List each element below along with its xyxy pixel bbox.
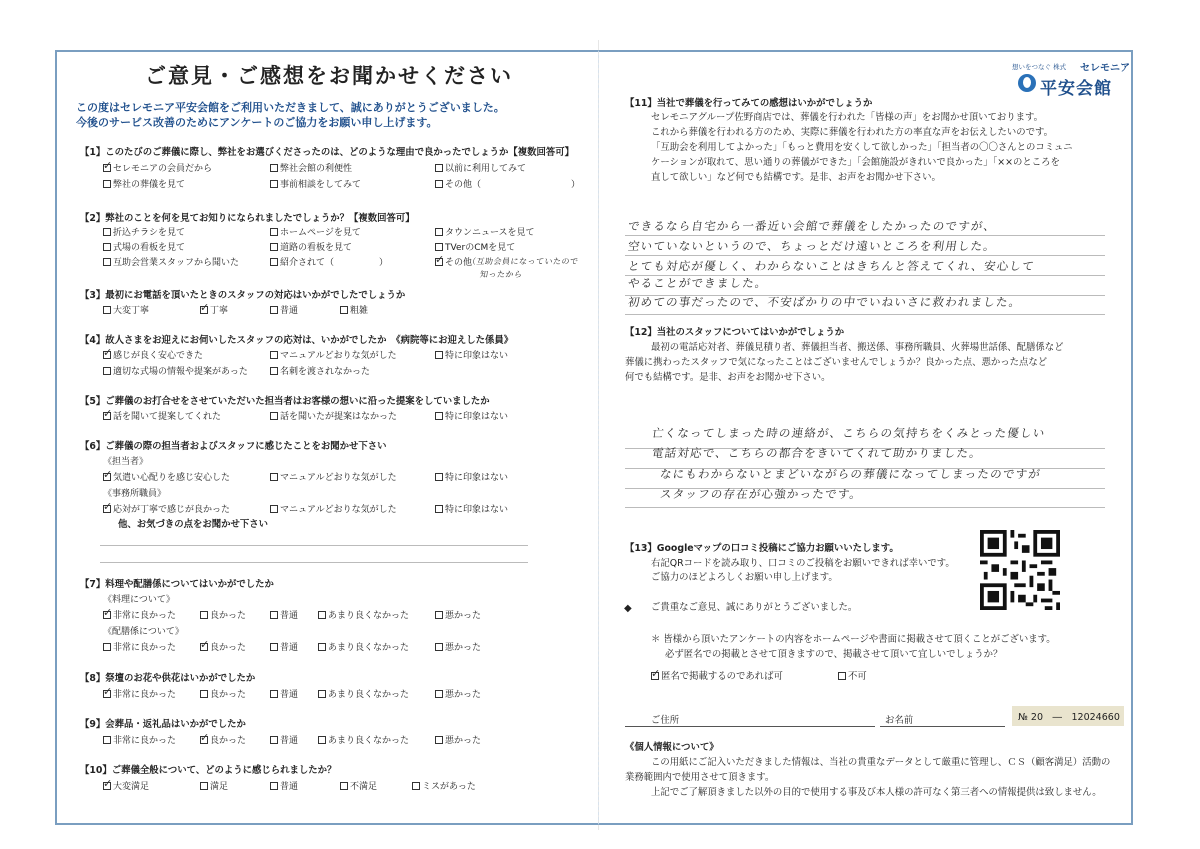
logo-tagline: 想いをつなぐ 株式	[1012, 63, 1067, 71]
q9-label: 【9】会葬品・返礼品はいかがでしたか	[80, 719, 246, 730]
checkbox[interactable]	[435, 258, 443, 266]
checkbox[interactable]	[651, 672, 659, 680]
q12-answer-line: 亡くなってしまった時の連絡が、こちらの気持ちをくみとった優しい	[651, 426, 1047, 440]
checkbox[interactable]	[318, 690, 326, 698]
q7-sub-food: 《料理について》	[103, 595, 175, 605]
checkbox[interactable]	[270, 367, 278, 375]
q7-food-option[interactable]: あまり良くなかった	[318, 608, 409, 621]
q1-option[interactable]: 弊社会館の利便性	[270, 161, 352, 174]
q7-food-option[interactable]: ✓非常に良かった	[103, 608, 176, 621]
q1-option[interactable]: 以前に利用してみて	[435, 161, 526, 174]
address-field[interactable]	[625, 726, 875, 727]
checkbox[interactable]	[103, 258, 111, 266]
answer-line	[625, 314, 1105, 315]
q3-option[interactable]: 大変丁寧	[103, 303, 149, 316]
q6-sub-staff: 《担当者》	[103, 457, 149, 467]
privacy-text: 上記でご了解頂きました以外の目的で使用する事及び本人様の許可なく第三者への情報提供は致しません。	[651, 787, 1102, 798]
consent-line: ＊ 皆様から頂いたアンケートの内容をホームページや書面に掲載させて頂くことがございます。	[651, 634, 1056, 645]
q3-option[interactable]: ✓ 丁寧	[200, 303, 228, 316]
q8-option[interactable]: 普通	[270, 687, 298, 700]
checkbox[interactable]	[103, 473, 111, 481]
name-label: お名前	[885, 715, 914, 726]
checkbox[interactable]	[200, 306, 208, 314]
q13-label: 【13】Googleマップの口コミ投稿にご協力お願いいたします。	[625, 543, 899, 554]
q2-option[interactable]: 互助会営業スタッフから聞いた	[103, 255, 239, 268]
checkbox[interactable]	[270, 736, 278, 744]
q10-option[interactable]: 不満足	[340, 779, 377, 792]
q6-option[interactable]: ✓応対が丁寧で感じが良かった	[103, 502, 230, 515]
comment-line[interactable]	[100, 562, 528, 563]
diamond-icon: ◆	[624, 603, 632, 614]
q12-answer-line: 電話対応で、こちらの都合をきいてくれて助かりました。	[651, 446, 983, 460]
q2-option[interactable]: 道路の看板を見て	[270, 240, 352, 253]
q7-server-option[interactable]: あまり良くなかった	[318, 640, 409, 653]
q6-sub-office: 《事務所職員》	[103, 489, 167, 499]
serial-number: № 20 ― 12024660	[1012, 706, 1124, 726]
checkbox[interactable]	[435, 164, 443, 172]
q2-handwritten: 知ったから	[479, 270, 524, 279]
q8-label: 【8】祭壇のお花や供花はいかがでしたか	[80, 673, 256, 684]
checkbox[interactable]	[270, 505, 278, 513]
q8-option[interactable]: あまり良くなかった	[318, 687, 409, 700]
q4-option[interactable]: 名刺を渡されなかった	[270, 364, 370, 377]
q7-server-option[interactable]: ✓ 良かった	[200, 640, 246, 653]
checkbox[interactable]	[435, 412, 443, 420]
checkbox[interactable]	[435, 351, 443, 359]
q9-option[interactable]: あまり良くなかった	[318, 733, 409, 746]
checkbox[interactable]	[270, 690, 278, 698]
q6-other-label: 他、お気づきの点をお聞かせ下さい	[118, 519, 269, 530]
q7-server-option[interactable]: 普通	[270, 640, 298, 653]
checkbox[interactable]	[103, 306, 111, 314]
privacy-title: 《個人情報について》	[625, 742, 719, 753]
checkbox[interactable]	[270, 412, 278, 420]
q12-label: 【12】当社のスタッフについてはいかがでしょうか	[625, 327, 845, 338]
q11-answer-line: やることができました。	[627, 276, 769, 290]
q3-label: 【3】最初にお電話を頂いたときのスタッフの対応はいかがでしたでしょうか	[80, 290, 406, 301]
checkbox[interactable]	[435, 690, 443, 698]
q6-option[interactable]: 特に印象はない	[435, 470, 508, 483]
q2-option[interactable]: 紹介されて（ ）	[270, 255, 388, 268]
checkbox[interactable]	[435, 243, 443, 251]
checkbox[interactable]	[412, 782, 420, 790]
name-field[interactable]	[880, 726, 1005, 727]
checkbox[interactable]	[435, 180, 443, 188]
logo-brand: セレモニア	[1080, 63, 1130, 74]
q10-label: 【10】ご葬儀全般について、どのように感じられましたか？	[80, 765, 337, 776]
q1-option[interactable]: その他（ ）	[435, 177, 580, 190]
checkbox[interactable]	[435, 611, 443, 619]
checkbox[interactable]	[270, 258, 278, 266]
q4-option[interactable]: ✓感じが良く安心できた	[103, 348, 203, 361]
checkbox[interactable]	[103, 367, 111, 375]
q7-label: 【7】料理や配膳係についてはいかがでしたか	[80, 579, 274, 590]
checkbox[interactable]	[270, 243, 278, 251]
q5-option[interactable]: ✓話を聞いて提案してくれた	[103, 409, 221, 422]
checkbox[interactable]	[270, 782, 278, 790]
checkbox[interactable]	[200, 611, 208, 619]
q11-label: 【11】当社で葬儀を行ってみての感想はいかがでしょうか	[625, 98, 873, 109]
q11-desc: セレモニアグループ佐野商店では、葬儀を行われた「皆様の声」をお聞かせ頂いております。	[651, 112, 1043, 123]
q9-option[interactable]: 普通	[270, 733, 298, 746]
checkbox[interactable]	[200, 643, 208, 651]
q6-option[interactable]: ✓気遣い心配りを感じ安心した	[103, 470, 230, 483]
checkbox[interactable]	[340, 306, 348, 314]
q2-option[interactable]: 折込チラシを見て	[103, 225, 185, 238]
q2-option[interactable]: タウンニュースを見て	[435, 225, 535, 238]
q12-answer-line: なにもわからないとまどいながらの葬儀になってしまったのですが	[659, 467, 1042, 481]
logo-name: 平安会館	[1040, 79, 1112, 99]
q9-option[interactable]: 悪かった	[435, 733, 481, 746]
q11-desc: これから葬儀を行われる方のため、実際に葬儀を行われた方の率直な声をお伝えしたいのです。	[651, 127, 1054, 138]
q2-option[interactable]: ホームページを見て	[270, 225, 361, 238]
q1-option[interactable]: 事前相談をしてみて	[270, 177, 361, 190]
checkbox[interactable]	[200, 782, 208, 790]
checkbox[interactable]	[270, 306, 278, 314]
q12-desc: 何でも結構です。是非、お声をお聞かせ下さい。	[625, 372, 831, 383]
checkbox[interactable]	[200, 690, 208, 698]
q1-option[interactable]: 弊社の葬儀を見て	[103, 177, 185, 190]
q13-desc: 右記QRコードを読み取り、口コミのご投稿をお願いできれば幸いです。	[651, 558, 955, 569]
q5-option[interactable]: 特に印象はない	[435, 409, 508, 422]
checkbox[interactable]	[318, 643, 326, 651]
comment-line[interactable]	[100, 545, 528, 546]
q12-desc: 最初の電話応対者、葬儀見積り者、葬儀担当者、搬送係、事務所職員、火葬場世話係、配膳係など	[651, 342, 1064, 353]
checkbox[interactable]	[838, 672, 846, 680]
q2-option[interactable]: ✓ その他	[435, 255, 472, 268]
q11-answer-line: 初めての事だったので、不安ばかりの中でいねいさに救われました。	[627, 295, 1023, 309]
q11-desc: 直して欲しい」など何でも結構です。是非、お声をお聞かせ下さい。	[651, 172, 941, 183]
checkbox[interactable]	[435, 505, 443, 513]
q2-handwritten: （互助会員になっていたので	[467, 257, 580, 266]
checkbox[interactable]	[103, 611, 111, 619]
q6-option[interactable]: 特に印象はない	[435, 502, 508, 515]
checkbox[interactable]	[340, 782, 348, 790]
checkbox[interactable]	[435, 643, 443, 651]
privacy-text: この用紙にご記入いただきました情報は、当社の貴重なデータとして厳重に管理し、ＣＳ（顧客満足）活動の	[651, 757, 1111, 768]
q4-option[interactable]: 特に印象はない	[435, 348, 508, 361]
checkbox[interactable]	[103, 643, 111, 651]
q3-option[interactable]: 粗雑	[340, 303, 368, 316]
q4-option[interactable]: 適切な式場の情報や提案があった	[103, 364, 248, 377]
checkbox[interactable]	[103, 243, 111, 251]
checkbox[interactable]	[435, 736, 443, 744]
qr-code-icon[interactable]	[980, 530, 1060, 610]
q7-food-option[interactable]: 良かった	[200, 608, 246, 621]
checkbox[interactable]	[270, 228, 278, 236]
answer-line	[625, 255, 1105, 256]
checkbox[interactable]	[270, 351, 278, 359]
q2-option[interactable]: TVerのCMを見て	[435, 240, 515, 253]
checkbox[interactable]	[103, 412, 111, 420]
address-label: ご住所	[651, 715, 680, 726]
checkbox[interactable]	[103, 505, 111, 513]
checkbox[interactable]	[103, 782, 111, 790]
checkbox[interactable]	[435, 228, 443, 236]
q3-option[interactable]: 普通	[270, 303, 298, 316]
q1-label: 【1】このたびのご葬儀に際し、弊社をお選びくださったのは、どのような理由で良かったでしょうか【複数回答可】	[80, 147, 575, 158]
q1-option[interactable]: ✓セレモニアの会員だから	[103, 161, 212, 174]
answer-line	[625, 235, 1105, 236]
checkbox[interactable]	[103, 736, 111, 744]
checkbox[interactable]	[103, 351, 111, 359]
q10-option[interactable]: ✓大変満足	[103, 779, 149, 792]
checkbox[interactable]	[103, 690, 111, 698]
q10-option[interactable]: 満足	[200, 779, 228, 792]
checkbox[interactable]	[270, 180, 278, 188]
checkbox[interactable]	[318, 736, 326, 744]
q4-label: 【4】故人さまをお迎えにお伺いしたスタッフの応対は、いかがでしたか 《病院等にお迎えした係員》	[80, 335, 514, 346]
q2-option[interactable]: 式場の看板を見て	[103, 240, 185, 253]
q6-option[interactable]: マニュアルどおりな気がした	[270, 470, 397, 483]
q7-server-option[interactable]: 非常に良かった	[103, 640, 176, 653]
logo-mark-icon	[1018, 74, 1036, 92]
page-title: ご意見・ご感想をお聞かせください	[145, 64, 513, 88]
consent-no-option[interactable]: 不可	[838, 668, 867, 682]
checkbox[interactable]	[103, 228, 111, 236]
q7-sub-server: 《配膳係について》	[103, 627, 184, 637]
checkbox[interactable]	[270, 643, 278, 651]
checkbox[interactable]	[200, 736, 208, 744]
checkbox[interactable]	[270, 611, 278, 619]
q6-option[interactable]: マニュアルどおりな気がした	[270, 502, 397, 515]
q11-answer-line: できるなら自宅から一番近い会館で葬儀をしたかったのですが、	[627, 219, 998, 233]
checkbox[interactable]	[270, 164, 278, 172]
q11-desc: ケーションが取れて、思い通りの葬儀ができた」「会館施設がきれいで良かった」「××のところを	[651, 157, 1060, 168]
q7-food-option[interactable]: 普通	[270, 608, 298, 621]
q8-option[interactable]: 良かった	[200, 687, 246, 700]
q9-option[interactable]: ✓ 良かった	[200, 733, 246, 746]
consent-yes-option[interactable]: ✓匿名で掲載するのであれば可	[651, 668, 783, 682]
q7-server-option[interactable]: 悪かった	[435, 640, 481, 653]
answer-line	[625, 507, 1105, 508]
checkbox[interactable]	[103, 180, 111, 188]
q8-option[interactable]: 悪かった	[435, 687, 481, 700]
privacy-text: 業務範囲内で使用させて頂きます。	[625, 772, 775, 783]
q11-answer-line: 空いていないというので、ちょっとだけ遠いところを利用した。	[627, 239, 998, 253]
q12-desc: 葬儀に携わったスタッフで気になったことはございませんでしょうか？良かった点、悪かった点など	[625, 357, 1048, 368]
q4-option[interactable]: マニュアルどおりな気がした	[270, 348, 397, 361]
consent-line: 必ず匿名での掲載とさせて頂きますので、掲載させて頂いて宜しいでしょうか？	[665, 649, 1003, 660]
q11-answer-line: とても対応が優しく、わからないことはきちんと答えてくれ、安心して	[627, 259, 1036, 273]
q2-label: 【2】弊社のことを何を見てお知りになられましたでしょうか？【複数回答可】	[80, 213, 415, 224]
q8-option[interactable]: ✓非常に良かった	[103, 687, 176, 700]
q10-option[interactable]: ミスがあった	[412, 779, 476, 792]
checkbox[interactable]	[270, 473, 278, 481]
q12-answer-line: スタッフの存在が心強かったです。	[659, 487, 864, 501]
q5-option[interactable]: 話を聞いたが提案はなかった	[270, 409, 397, 422]
q10-option[interactable]: 普通	[270, 779, 298, 792]
checkbox[interactable]	[103, 164, 111, 172]
q11-desc: 「互助会を利用してよかった」「もっと費用を安くして欲しかった」「担当者の〇〇さんとのコミュニ	[651, 142, 1073, 153]
checkbox[interactable]	[435, 473, 443, 481]
q6-label: 【6】ご葬儀の際の担当者およびスタッフに感じたことをお聞かせ下さい	[80, 441, 387, 452]
q13-desc: ご協力のほどよろしくお願い申し上げます。	[651, 572, 838, 583]
thanks-text: ご貴重なご意見、誠にありがとうございました。	[651, 602, 858, 613]
intro-text: この度はセレモニア平安会館をご利用いただきまして、誠にありがとうございました。 今後のサービス改善のためにアンケートのご協力をお願い申し上げます。	[76, 101, 505, 129]
checkbox[interactable]	[318, 611, 326, 619]
q9-option[interactable]: 非常に良かった	[103, 733, 176, 746]
q7-food-option[interactable]: 悪かった	[435, 608, 481, 621]
q5-label: 【5】ご葬儀のお打合せをさせていただいた担当者はお客様の想いに沿った提案をしていましたか	[80, 396, 490, 407]
